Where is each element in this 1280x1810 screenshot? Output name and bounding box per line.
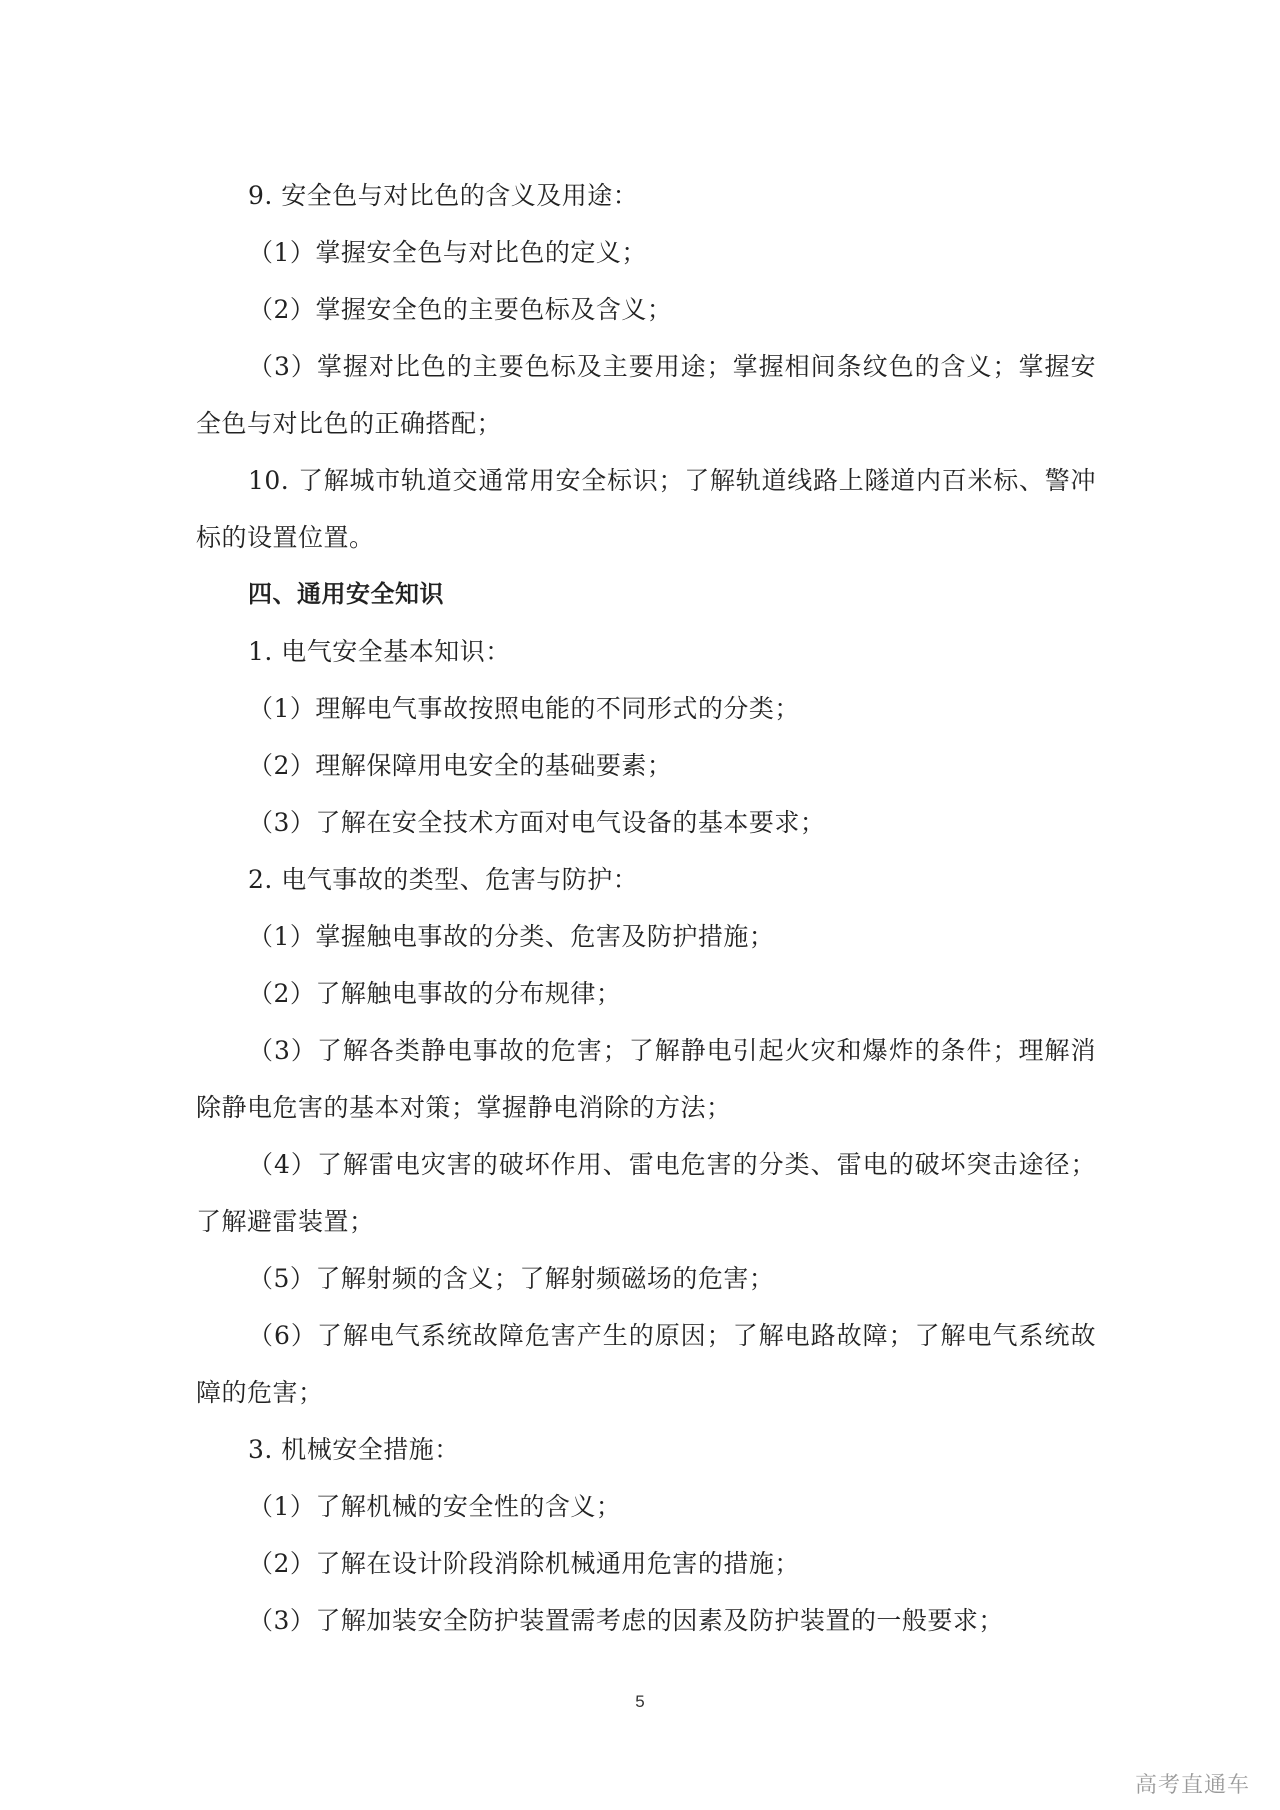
paragraph-line: （1）了解机械的安全性的含义；: [248, 1492, 622, 1521]
paragraph-line: 障的危害；: [196, 1378, 324, 1407]
paragraph-line: （3）了解各类静电事故的危害；了解静电引起火灾和爆炸的条件；理解消: [248, 1036, 1096, 1065]
page-number: 5: [635, 1692, 645, 1711]
paragraph-line: （1）掌握触电事故的分类、危害及防护措施；: [248, 922, 775, 951]
watermark: 高考直通车: [1134, 1773, 1250, 1798]
paragraph-line: 除静电危害的基本对策；掌握静电消除的方法；: [196, 1093, 732, 1122]
paragraph-line: （2）理解保障用电安全的基础要素；: [248, 751, 673, 780]
paragraph-line: 了解避雷装置；: [196, 1207, 375, 1236]
paragraph-line: （1）理解电气事故按照电能的不同形式的分类；: [248, 694, 800, 723]
paragraph-line: （3）了解在安全技术方面对电气设备的基本要求；: [248, 808, 826, 837]
paragraph-line: （3）掌握对比色的主要色标及主要用途；掌握相间条纹色的含义；掌握安: [248, 352, 1096, 381]
paragraph-line: （4）了解雷电灾害的破坏作用、雷电危害的分类、雷电的破坏突击途径；: [248, 1150, 1096, 1179]
paragraph-line: （6）了解电气系统故障危害产生的原因；了解电路故障；了解电气系统故: [248, 1321, 1096, 1350]
paragraph-line: （2）了解在设计阶段消除机械通用危害的措施；: [248, 1549, 800, 1578]
section-heading: 四、通用安全知识: [248, 580, 444, 608]
paragraph-line: 3. 机械安全措施：: [248, 1435, 460, 1464]
paragraph-line: （5）了解射频的含义；了解射频磁场的危害；: [248, 1264, 775, 1293]
paragraph-line: 2. 电气事故的类型、危害与防护：: [248, 865, 639, 894]
paragraph-line: （1）掌握安全色与对比色的定义；: [248, 238, 647, 267]
paragraph-line: 9. 安全色与对比色的含义及用途：: [248, 181, 639, 210]
paragraph-line: （3）了解加装安全防护装置需考虑的因素及防护装置的一般要求；: [248, 1606, 1004, 1635]
document-body: [196, 167, 1096, 1649]
paragraph-line: （2）掌握安全色的主要色标及含义；: [248, 295, 673, 324]
paragraph-line: 标的设置位置。: [196, 523, 375, 552]
paragraph-line: 1. 电气安全基本知识：: [248, 637, 511, 666]
paragraph-line: 全色与对比色的正确搭配；: [196, 409, 503, 438]
paragraph-line: （2）了解触电事故的分布规律；: [248, 979, 622, 1008]
paragraph-line: 10. 了解城市轨道交通常用安全标识；了解轨道线路上隧道内百米标、警冲: [248, 466, 1096, 495]
